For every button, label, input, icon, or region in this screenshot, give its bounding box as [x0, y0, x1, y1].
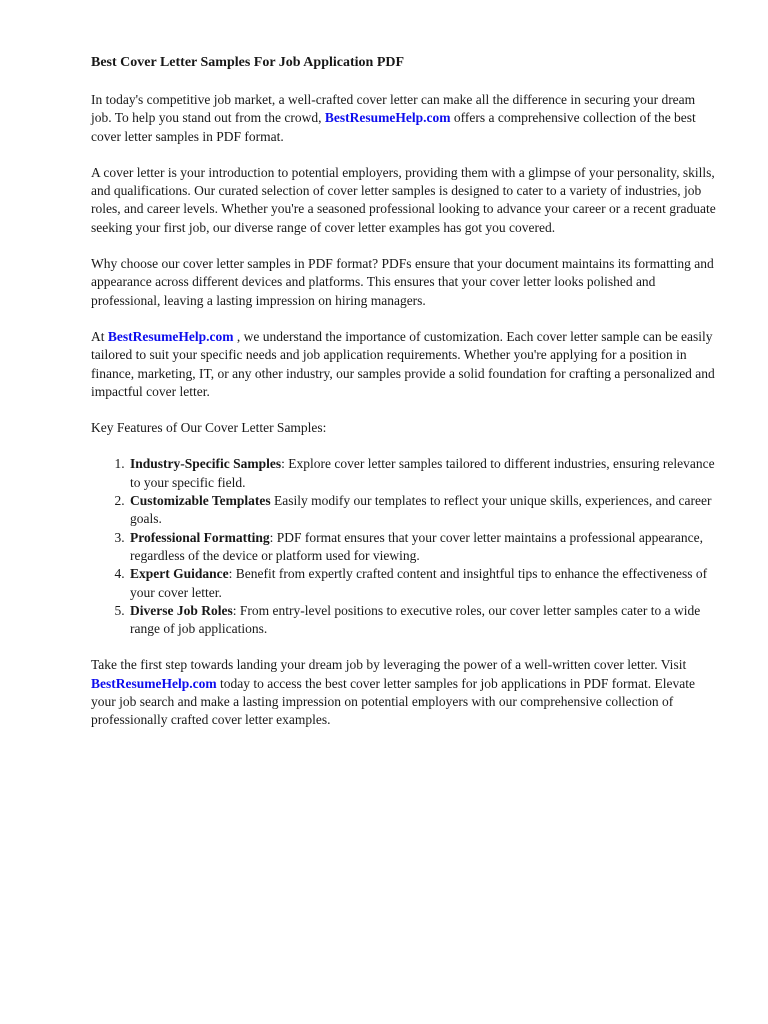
key-feature-item-2 [128, 492, 716, 529]
key-feature-item-4 [128, 565, 716, 602]
feature-label: Diverse Job Roles [130, 602, 233, 618]
text-run: : Benefit from expertly crafted content and insightful tips to enhance the effectiveness of your cover letter. [130, 566, 708, 600]
list-intro: Key Features of Our Cover Letter Samples: [91, 420, 327, 436]
intro-paragraphs [91, 91, 716, 401]
paragraph-2 [91, 164, 716, 237]
bestresumehelp-link[interactable]: BestResumeHelp.com [324, 110, 451, 126]
text-run: offers a comprehensive collection of the best cover letter samples in PDF format. [91, 110, 696, 144]
text-run: : PDF format ensures that your cover letter maintains a professional appearance, regardless of the device or platform used for viewing. [130, 529, 703, 563]
text-run: Take the first step towards landing your dream job by leveraging the power of a well-written cover letter. Visit [91, 657, 687, 673]
text-run: today to access the best cover letter samples for job applications in PDF format. Elevate your job search and make a lasting impression on potential employers with our comprehensive collection of professionally crafted cover letter examples. [91, 675, 695, 728]
bestresumehelp-link[interactable]: BestResumeHelp.com [91, 675, 217, 691]
text-run: Why choose our cover letter samples in PDF format? PDFs ensure that your document maintains its formatting and appearance across different devices and platforms. This ensures that your cover letter looks polished and professional, leaving a lasting impression on hiring managers. [91, 256, 714, 308]
text-run: A cover letter is your introduction to potential employers, providing them with a glimpse of your personality, skills, and qualifications. Our curated selection of cover letter samples is designed to cater to a variety of industries, job roles, and career levels. Whether you're a seasoned professional looking to advance your career or a recent graduate seeking your first job, our diverse range of cover letter examples has got you covered. [91, 164, 716, 235]
text-run: At [91, 328, 108, 344]
feature-label: Expert Guidance [130, 566, 229, 582]
feature-label: Customizable Templates [130, 493, 271, 509]
text-run: : Explore cover letter samples tailored to different industries, ensuring relevance to your specific field. [130, 456, 715, 490]
feature-label: Professional Formatting [130, 529, 270, 545]
paragraph-3 [91, 255, 716, 310]
closing-paragraph [91, 656, 716, 729]
text-run: Easily modify our templates to reflect your unique skills, experiences, and career goals. [130, 493, 712, 527]
key-feature-item-5 [128, 602, 716, 639]
bestresumehelp-link[interactable]: BestResumeHelp.com [107, 328, 234, 344]
key-feature-item-1 [128, 455, 716, 492]
key-feature-item-3 [128, 529, 716, 566]
text-run: , we understand the importance of customization. Each cover letter sample can be easily tailored to suit your specific needs and job application requirements. Whether you're applying for a position in finance, marketing, IT, or any other industry, our samples provide a solid foundation for crafting a personalized and impactful cover letter. [91, 328, 715, 399]
feature-label: Industry-Specific Samples [130, 456, 282, 472]
paragraph-1 [91, 91, 716, 146]
text-run: : From entry-level positions to executive roles, our cover letter samples cater to a wide range of job applications. [130, 602, 701, 637]
paragraph-4 [91, 328, 716, 401]
key-features-list [91, 455, 716, 638]
document-title: Best Cover Letter Samples For Job Application PDF [91, 55, 405, 70]
text-run: In today's competitive job market, a well-crafted cover letter can make all the difference in securing your dream job. To help you stand out from the crowd, [91, 92, 696, 126]
